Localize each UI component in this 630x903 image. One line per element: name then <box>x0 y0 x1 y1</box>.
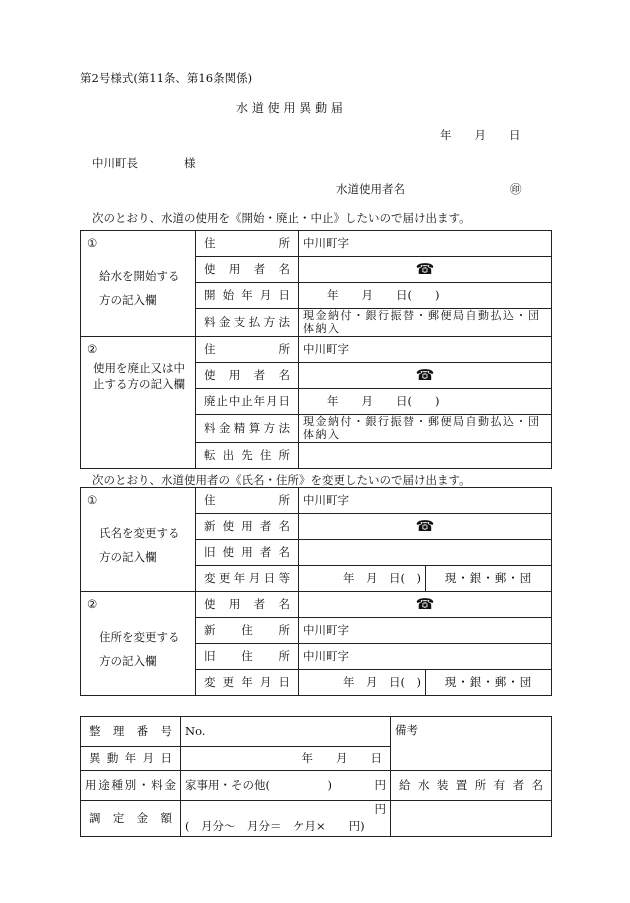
stop-date-label: 廃止中止年月日 <box>196 389 299 415</box>
table-row <box>81 801 552 837</box>
section-number: ① <box>87 493 98 507</box>
change-date-field[interactable]: 年 月 日( ) <box>299 670 426 696</box>
old-address-field[interactable]: 中川町字 <box>299 644 552 670</box>
table-row <box>81 717 552 747</box>
forwarding-address-label: 転出先住所 <box>196 443 299 469</box>
address-change-section-header <box>81 592 196 696</box>
phone-icon[interactable]: ☎ <box>299 514 552 540</box>
page-title: 水 道 使 用 異 動 届 <box>236 101 343 115</box>
user-name-label: 使用者名 <box>196 257 299 283</box>
address-field[interactable]: 中川町字 <box>299 337 552 363</box>
change-date-label: 異動年月日 <box>81 747 181 771</box>
change-date-field[interactable]: 年 月 日( ) <box>299 566 426 592</box>
start-section-header <box>81 231 196 337</box>
payment-method-abbrev[interactable]: 現・銀・郵・団 <box>426 566 552 592</box>
change-date-label: 変更年月日 <box>196 670 299 696</box>
addressee: 中川町長 <box>92 156 138 170</box>
change-table <box>80 487 552 696</box>
intro-text-start-stop: 次のとおり、水道の使用を《開始・廃止・中止》したいので届け出ます。 <box>92 211 471 225</box>
name-change-section-header <box>81 488 196 592</box>
settlement-method-label: 料金精算方法 <box>196 415 299 443</box>
table-row <box>81 337 552 363</box>
settlement-method-options[interactable]: 現金納付・銀行振替・郵便局自動払込・団体納入 <box>299 415 552 443</box>
assessed-amount-field[interactable] <box>181 801 391 837</box>
new-address-label: 新住所 <box>196 618 299 644</box>
intro-text-change: 次のとおり、水道使用者の《氏名・住所》を変更したいので届け出ます。 <box>92 473 471 487</box>
stop-section-header <box>81 337 196 469</box>
phone-icon[interactable]: ☎ <box>299 257 552 283</box>
table-row <box>81 488 552 514</box>
reference-number-field[interactable]: No. <box>181 717 391 747</box>
section-number: ② <box>87 597 98 611</box>
payment-method-options[interactable]: 現金納付・銀行振替・郵便局自動払込・団体納入 <box>299 309 552 337</box>
use-type-field[interactable] <box>181 771 391 801</box>
forwarding-address-field[interactable] <box>299 443 552 469</box>
office-use-table <box>80 716 552 837</box>
assessed-amount-formula: ( 月分〜 月分＝ ケ月× 円) <box>185 818 365 833</box>
address-label: 住所 <box>196 488 299 514</box>
address-change-desc: 住所を変更する方の記入欄 <box>99 630 180 669</box>
submission-date: 年 月 日 <box>440 128 521 142</box>
address-label: 住所 <box>196 337 299 363</box>
yen-unit: 円 <box>374 778 387 792</box>
section-number: ① <box>87 236 98 250</box>
payment-method-abbrev[interactable]: 現・銀・郵・団 <box>426 670 552 696</box>
start-date-field[interactable]: 年 月 日( ) <box>299 283 552 309</box>
owner-name-field[interactable] <box>391 801 552 837</box>
yen-unit: 円 <box>374 802 387 816</box>
addressee-suffix: 様 <box>184 156 196 170</box>
use-type-options: 家事用・その他( ) <box>185 777 332 792</box>
start-section-desc: 給水を開始する方の記入欄 <box>99 269 180 308</box>
stop-section-desc: 使用を廃止又は中止する方の記入欄 <box>93 361 185 392</box>
change-date-label: 変更年月日等 <box>196 566 299 592</box>
use-type-label: 用途種別・料金 <box>81 771 181 801</box>
phone-icon[interactable]: ☎ <box>299 363 552 389</box>
assessed-amount-label: 調定金額 <box>81 801 181 837</box>
table-row <box>81 771 552 801</box>
old-address-label: 旧住所 <box>196 644 299 670</box>
seal-mark: ㊞ <box>510 182 522 196</box>
section-number: ② <box>87 342 98 356</box>
owner-name-label: 給水装置所有者名 <box>391 771 552 801</box>
address-field[interactable]: 中川町字 <box>299 231 552 257</box>
start-stop-table <box>80 230 552 469</box>
name-change-desc: 氏名を変更する方の記入欄 <box>99 526 180 565</box>
phone-icon[interactable]: ☎ <box>299 592 552 618</box>
table-row <box>81 231 552 257</box>
stop-date-field[interactable]: 年 月 日( ) <box>299 389 552 415</box>
address-label: 住所 <box>196 231 299 257</box>
user-name-label: 使用者名 <box>196 592 299 618</box>
new-address-field[interactable]: 中川町字 <box>299 618 552 644</box>
reference-number-label: 整理番号 <box>81 717 181 747</box>
table-row <box>81 592 552 618</box>
old-user-name-label: 旧使用者名 <box>196 540 299 566</box>
change-date-field[interactable]: 年 月 日 <box>181 747 391 771</box>
new-user-name-label: 新使用者名 <box>196 514 299 540</box>
applicant-label: 水道使用者名 <box>336 182 405 196</box>
start-date-label: 開始年月日 <box>196 283 299 309</box>
user-name-label: 使用者名 <box>196 363 299 389</box>
address-field[interactable]: 中川町字 <box>299 488 552 514</box>
form-number: 第2号様式(第11条、第16条関係) <box>80 71 253 85</box>
old-user-name-field[interactable] <box>299 540 552 566</box>
payment-method-label: 料金支払方法 <box>196 309 299 337</box>
remarks-field[interactable]: 備考 <box>391 717 552 771</box>
